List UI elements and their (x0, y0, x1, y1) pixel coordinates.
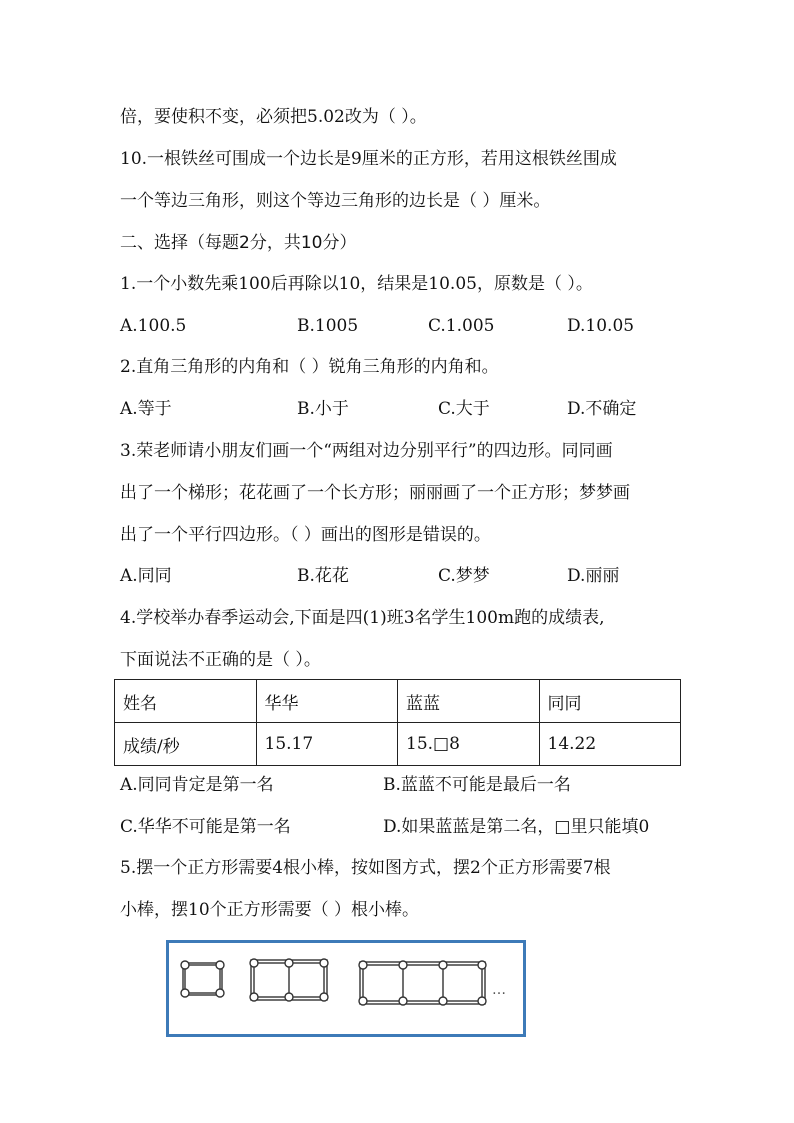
option-a: A.同同肯定是第一名 (120, 775, 274, 795)
option-c: C.1.005 (428, 316, 495, 336)
question-3-line-2: 出了一个梯形；花花画了一个长方形；丽丽画了一个正方形；梦梦画 (120, 483, 630, 503)
table-cell: 同同 (539, 680, 681, 723)
matchstick-figure-svg (166, 940, 526, 1037)
table-cell: 姓名 (115, 680, 257, 723)
option-d: D.不确定 (567, 399, 637, 419)
question-3-line-1: 3.荣老师请小朋友们画一个“两组对边分别平行”的四边形。同同画 (120, 441, 613, 461)
question-2: 2.直角三角形的内角和（ ）锐角三角形的内角和。 (120, 357, 499, 377)
option-d: D.如果蓝蓝是第二名，□里只能填0 (383, 817, 650, 837)
table-cell: 15.□8 (398, 723, 540, 766)
table-header-row (115, 680, 681, 723)
option-b: B.蓝蓝不可能是最后一名 (383, 775, 571, 795)
option-b: B.1005 (297, 316, 359, 336)
option-a: A.等于 (120, 399, 172, 419)
table-cell: 15.17 (256, 723, 398, 766)
option-a: A.同同 (120, 566, 172, 586)
option-d: D.10.05 (567, 316, 635, 336)
score-table (114, 679, 681, 766)
table-cell: 成绩/秒 (115, 723, 257, 766)
question-4-line-1: 4.学校举办春季运动会,下面是四(1)班3名学生100m跑的成绩表, (120, 608, 605, 628)
table-cell: 华华 (256, 680, 398, 723)
matchstick-squares-figure (166, 940, 526, 1037)
question-3-line-3: 出了一个平行四边形。（ ）画出的图形是错误的。 (120, 525, 491, 545)
text-line-1: 倍，要使积不变，必须把5.02改为（ ）。 (120, 107, 427, 127)
question-10-line-2: 一个等边三角形，则这个等边三角形的边长是（ ）厘米。 (120, 191, 551, 211)
question-10-line-1: 10.一根铁丝可围成一个边长是9厘米的正方形，若用这根铁丝围成 (120, 149, 617, 169)
option-c: C.梦梦 (438, 566, 490, 586)
option-c: C.大于 (438, 399, 490, 419)
option-a: A.100.5 (120, 316, 187, 336)
ellipsis: … (492, 982, 506, 998)
question-1: 1.一个小数先乘100后再除以10，结果是10.05，原数是（ ）。 (120, 274, 593, 294)
section-heading: 二、选择（每题2分，共10分） (120, 233, 357, 253)
option-b: B.花花 (297, 566, 349, 586)
table-row (115, 723, 681, 766)
table-cell: 14.22 (539, 723, 681, 766)
option-c: C.华华不可能是第一名 (120, 817, 291, 837)
table-cell: 蓝蓝 (398, 680, 540, 723)
question-5-line-2: 小棒，摆10个正方形需要（ ）根小棒。 (120, 900, 420, 920)
question-5-line-1: 5.摆一个正方形需要4根小棒，按如图方式，摆2个正方形需要7根 (120, 858, 611, 878)
option-b: B.小于 (297, 399, 349, 419)
option-d: D.丽丽 (567, 566, 620, 586)
question-4-line-2: 下面说法不正确的是（ ）。 (120, 650, 321, 670)
